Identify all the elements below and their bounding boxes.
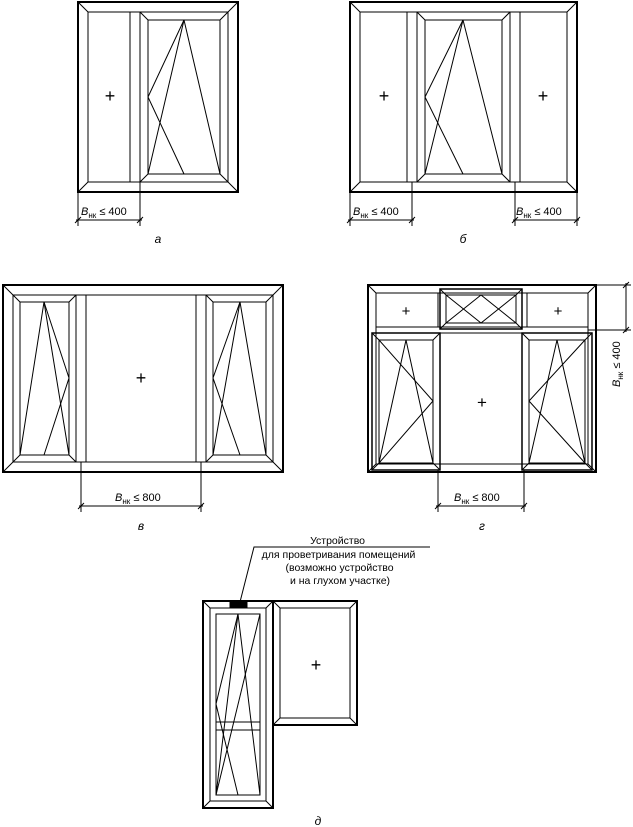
window-d: [203, 535, 430, 827]
dimension-label-b-right: $B_{нк} \le 400$: [516, 206, 562, 220]
caption-v: в: [137, 519, 145, 533]
fixed-mark: +: [477, 393, 487, 412]
fixed-mark: +: [104, 86, 116, 106]
fixed-mark: +: [537, 86, 549, 106]
fixed-mark: +: [135, 368, 147, 388]
vent-device: [230, 602, 247, 607]
fixed-mark: +: [401, 303, 411, 320]
caption-b: б: [459, 232, 467, 246]
fixed-mark: +: [378, 86, 390, 106]
fixed-mark: +: [310, 655, 322, 675]
caption-d: д: [314, 814, 322, 827]
dimension-label-g-side: $B_{нк} \le 400$: [611, 341, 625, 387]
note-text: [262, 535, 419, 587]
window-g: [368, 282, 631, 533]
window-v: [3, 285, 283, 533]
note-line-3: (возможно устройство: [285, 562, 394, 574]
note-line-1: Устройство: [310, 535, 366, 547]
dimension-label-g-bottom: $B_{нк} \le 800$: [454, 492, 500, 506]
dimension-label-a: $B_{нк} \le 400$: [81, 206, 127, 220]
caption-a: а: [154, 232, 162, 246]
window-a: [75, 2, 238, 246]
fixed-mark: +: [553, 303, 563, 320]
dimension-label-b-left: $B_{нк} \le 400$: [353, 206, 399, 220]
dimension-label-v: $B_{нк} \le 800$: [115, 492, 161, 506]
window-b: [347, 2, 580, 246]
note-line-2: для проветривания помещений: [261, 549, 416, 561]
note-line-4: и на глухом участке): [289, 575, 391, 587]
caption-g: г: [479, 519, 485, 533]
